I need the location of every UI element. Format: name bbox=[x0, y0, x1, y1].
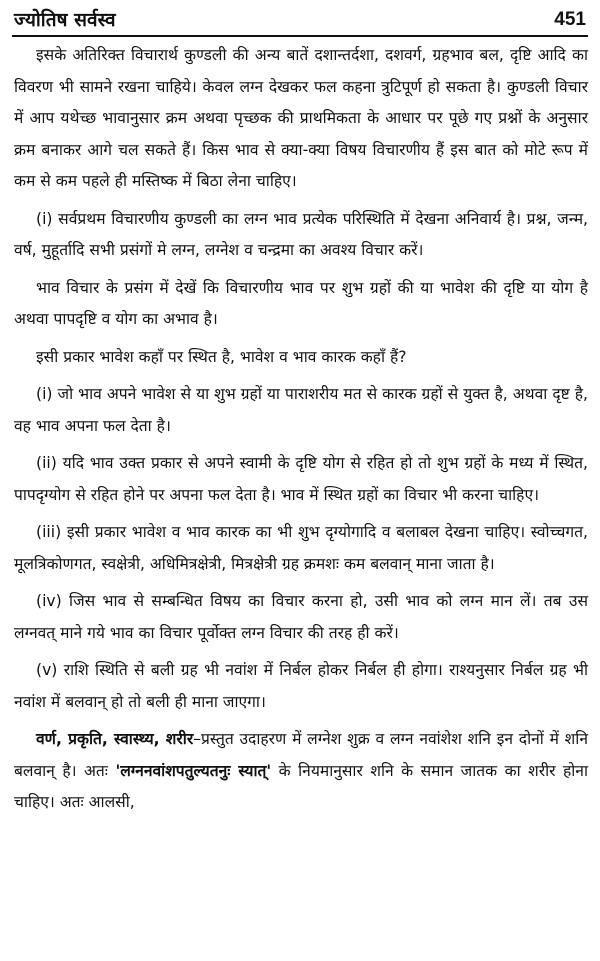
running-head: ज्योतिष सर्वस्व bbox=[14, 9, 116, 31]
page-number: 451 bbox=[554, 9, 586, 30]
example-bold-lead: वर्ण, प्रकृति, स्वास्थ्य, शरीर bbox=[36, 730, 194, 748]
example-text-2: के नियमानुसार शनि के समान जातक का शरीर होना चाहिए। अतः आलसी, bbox=[14, 761, 588, 811]
paragraph-bhava-vichar: भाव विचार के प्रसंग में देखें कि विचारणीय भाव पर शुभ ग्रहों की या भावेश की दृष्टि या योग है अथवा पापदृष्टि व योग का अभाव है। bbox=[14, 278, 588, 328]
page-header bbox=[14, 6, 586, 36]
paragraph-intro: इसके अतिरिक्त विचारार्थ कुण्डली की अन्य बातें दशान्तर्दशा, दशवर्ग, ग्रहभाव बल, दृष्टि आदि का विवरण भी सामने रखना चाहिये। केवल लग्न देखकर फल कहना त्रुटिपूर्ण हो सकता है। कुण्डली विचार में आप यथेच्छ भावानुसार क्रम अथवा पृच्छक की प्राथमिकता के आधार पर पूछे गए प्रश्नों के अनुसार क्रम बनाकर आगे चल सकते हैं। किस भाव से क्या-क्या विषय विचारणीय हैं इस बात को मोटे रूप में कम से कम पहले ही मस्तिष्क में बिठा लेना चाहिए। bbox=[14, 46, 588, 190]
paragraph-rule-ii: (ii) यदि भाव उक्त प्रकार से अपने स्वामी के दृष्टि योग से रहित हो तो शुभ ग्रहों के मध्य में स्थित, पापदृग्योग से रहित होने पर अपना फल देता है। भाव में स्थित ग्रहों का विचार भी करना चाहिए। bbox=[14, 454, 588, 504]
header-rule bbox=[12, 35, 588, 37]
paragraph-lagna-rule: (i) सर्वप्रथम विचारणीय कुण्डली का लग्न भाव प्रत्येक परिस्थिति में देखना अनिवार्य है। प्रश्न, जन्म, वर्ष, मुहूर्तादि सभी प्रसंगों मे लग्न, लग्नेश व चन्द्रमा का अवश्य विचार करें। bbox=[14, 209, 588, 259]
body-text bbox=[14, 40, 588, 819]
paragraph-rule-v: (v) राशि स्थिति से बली ग्रह भी नवांश में निर्बल होकर निर्बल ही होगा। राश्यनुसार निर्बल ग्रह भी नवांश में बलवान् हो तो बली ही माना जाएगा। bbox=[14, 661, 588, 711]
paragraph-rule-iv: (iv) जिस भाव से सम्बन्धित विषय का विचार करना हो, उसी भाव को लग्न मान लें। तब उस लग्नवत् माने गये भाव का विचार पूर्वोक्त लग्न विचार की तरह ही करें। bbox=[14, 592, 588, 642]
example-bold-quote: 'लग्ननवांशपतुल्यतनुः स्यात्' bbox=[115, 761, 272, 780]
paragraph-rule-i: (i) जो भाव अपने भावेश से या शुभ ग्रहों या पाराशरीय मत से कारक ग्रहों से युक्त है, अथवा दृष्ट है, वह भाव अपना फल देता है। bbox=[14, 385, 588, 435]
example-text-1: –प्रस्तुत उदाहरण में लग्नेश शुक्र व लग्न नवांशेश शनि इन दोनों में शनि बलवान् है। अतः bbox=[14, 730, 588, 780]
paragraph-rule-iii: (iii) इसी प्रकार भावेश व भाव कारक का भी शुभ दृग्योगादि व बलाबल देखना चाहिए। स्वोच्चगत, मूलत्रिकोणगत, स्वक्षेत्री, अधिमित्रक्षेत्री, मित्रक्षेत्री ग्रह क्रमशः कम बलवान् माना जाता है। bbox=[14, 523, 588, 573]
paragraph-example bbox=[14, 724, 588, 819]
paragraph-bhavesh-question: इसी प्रकार भावेश कहाँ पर स्थित है, भावेश व भाव कारक कहाँ हैं? bbox=[36, 347, 407, 366]
